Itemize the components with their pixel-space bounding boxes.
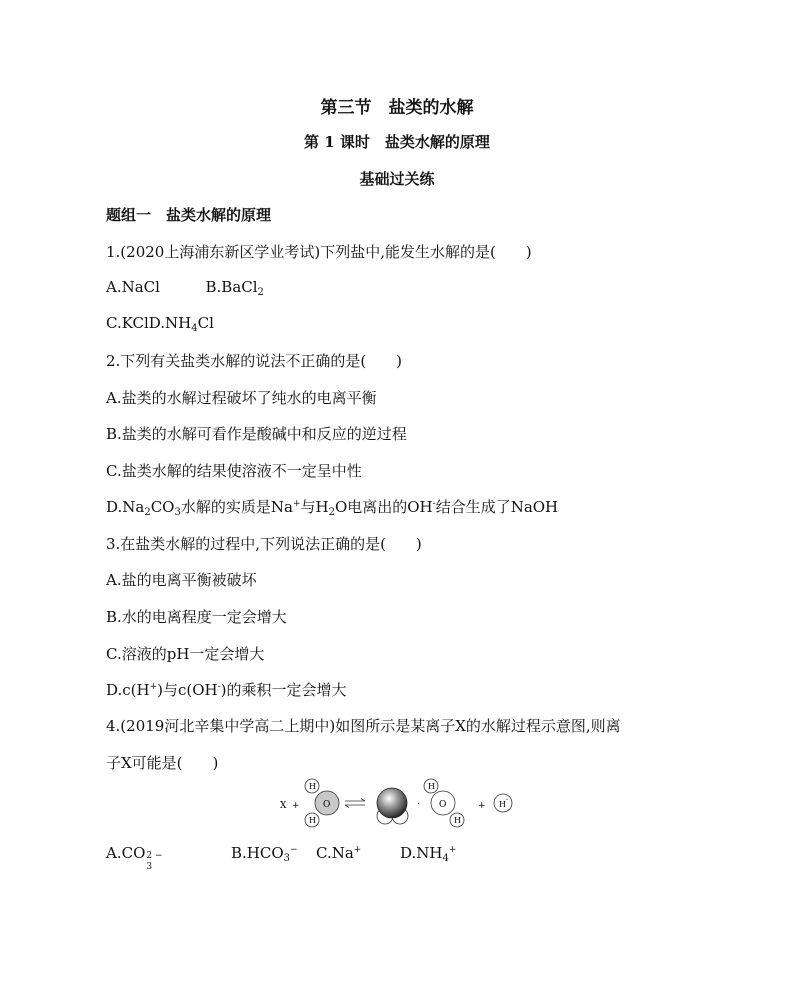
section-title: 第三节 盐类的水解 [320, 98, 474, 118]
svg-text:-: - [506, 796, 509, 803]
svg-text:O: O [323, 800, 331, 810]
water-molecule-2 [424, 779, 464, 827]
svg-text:H: H [309, 816, 316, 825]
svg-text:H: H [454, 816, 461, 825]
hydrolysis-diagram [276, 772, 526, 834]
q4-option-d: $D.NH_4^+$ [400, 844, 457, 864]
q2-option-b: B.盐类的水解可看作是酸碱中和反应的逆过程 [106, 425, 407, 443]
q3-option-c: C.溶液的pH一定会增大 [106, 645, 265, 663]
group-title: 题组一 盐类水解的原理 [106, 206, 272, 224]
question-1-stem: 1.(2020上海浦东新区学业考试)下列盐中,能发生水解的是( ) [106, 243, 532, 261]
question-1-options-ab [106, 278, 264, 298]
q1-option-c: C.KCl [106, 314, 149, 332]
lesson-title: 第 1 课时 盐类水解的原理 [304, 133, 490, 151]
q3-option-d: D.c(H+)与c(OH-)的乘积一定会增大 [106, 681, 347, 699]
svg-text:H: H [309, 782, 316, 791]
question-3-stem: 3.在盐类水解的过程中,下列说法正确的是( ) [106, 535, 422, 553]
svg-text:O: O [439, 800, 447, 810]
q1-option-d: $D.NH_4Cl$ [148, 314, 214, 334]
hydride-ion [494, 794, 512, 812]
water-molecule-1 [305, 779, 339, 827]
diagram-plus-1: + [292, 801, 300, 811]
question-1-options-cd [106, 314, 214, 334]
question-2-stem: 2.下列有关盐类水解的说法不正确的是( ) [106, 352, 403, 370]
q4-option-c: C.Na+ [316, 844, 362, 862]
product-species [377, 788, 408, 824]
diagram-x-label: X [280, 801, 287, 811]
svg-text:H: H [428, 782, 435, 791]
q2-option-c: C.盐类水解的结果使溶液不一定呈中性 [106, 462, 362, 480]
q2-option-a: A.盐类的水解过程破坏了纯水的电离平衡 [106, 389, 377, 407]
q1-option-b: B.BaCl$_2$ [205, 278, 264, 298]
equilibrium-arrow [345, 799, 365, 808]
q1-option-a: A.NaCl [106, 278, 160, 296]
q3-option-a: A.盐的电离平衡被破坏 [106, 571, 257, 589]
q4-option-a: A.CO 2 − 3 [106, 844, 163, 872]
question-4-stem-line1: 4.(2019河北辛集中学高二上期中)如图所示是某离子X的水解过程示意图,则离 [106, 717, 621, 735]
practice-title: 基础过关练 [359, 170, 435, 188]
svg-text:H: H [499, 800, 506, 809]
q2-option-d: $D.Na_2CO_3$水解的实质是Na+与$H_2O$电离出的OH-结合生成了NaOH [106, 498, 559, 518]
diagram-plus-2: + [478, 801, 486, 811]
shaded-sphere [377, 788, 407, 818]
diagram-dot: · [417, 799, 421, 810]
question-4-stem-line2: 子X可能是( ) [106, 754, 219, 772]
q3-option-b: B.水的电离程度一定会增大 [106, 608, 287, 626]
q4-option-b: $B.HCO_3^-$ [231, 844, 298, 864]
